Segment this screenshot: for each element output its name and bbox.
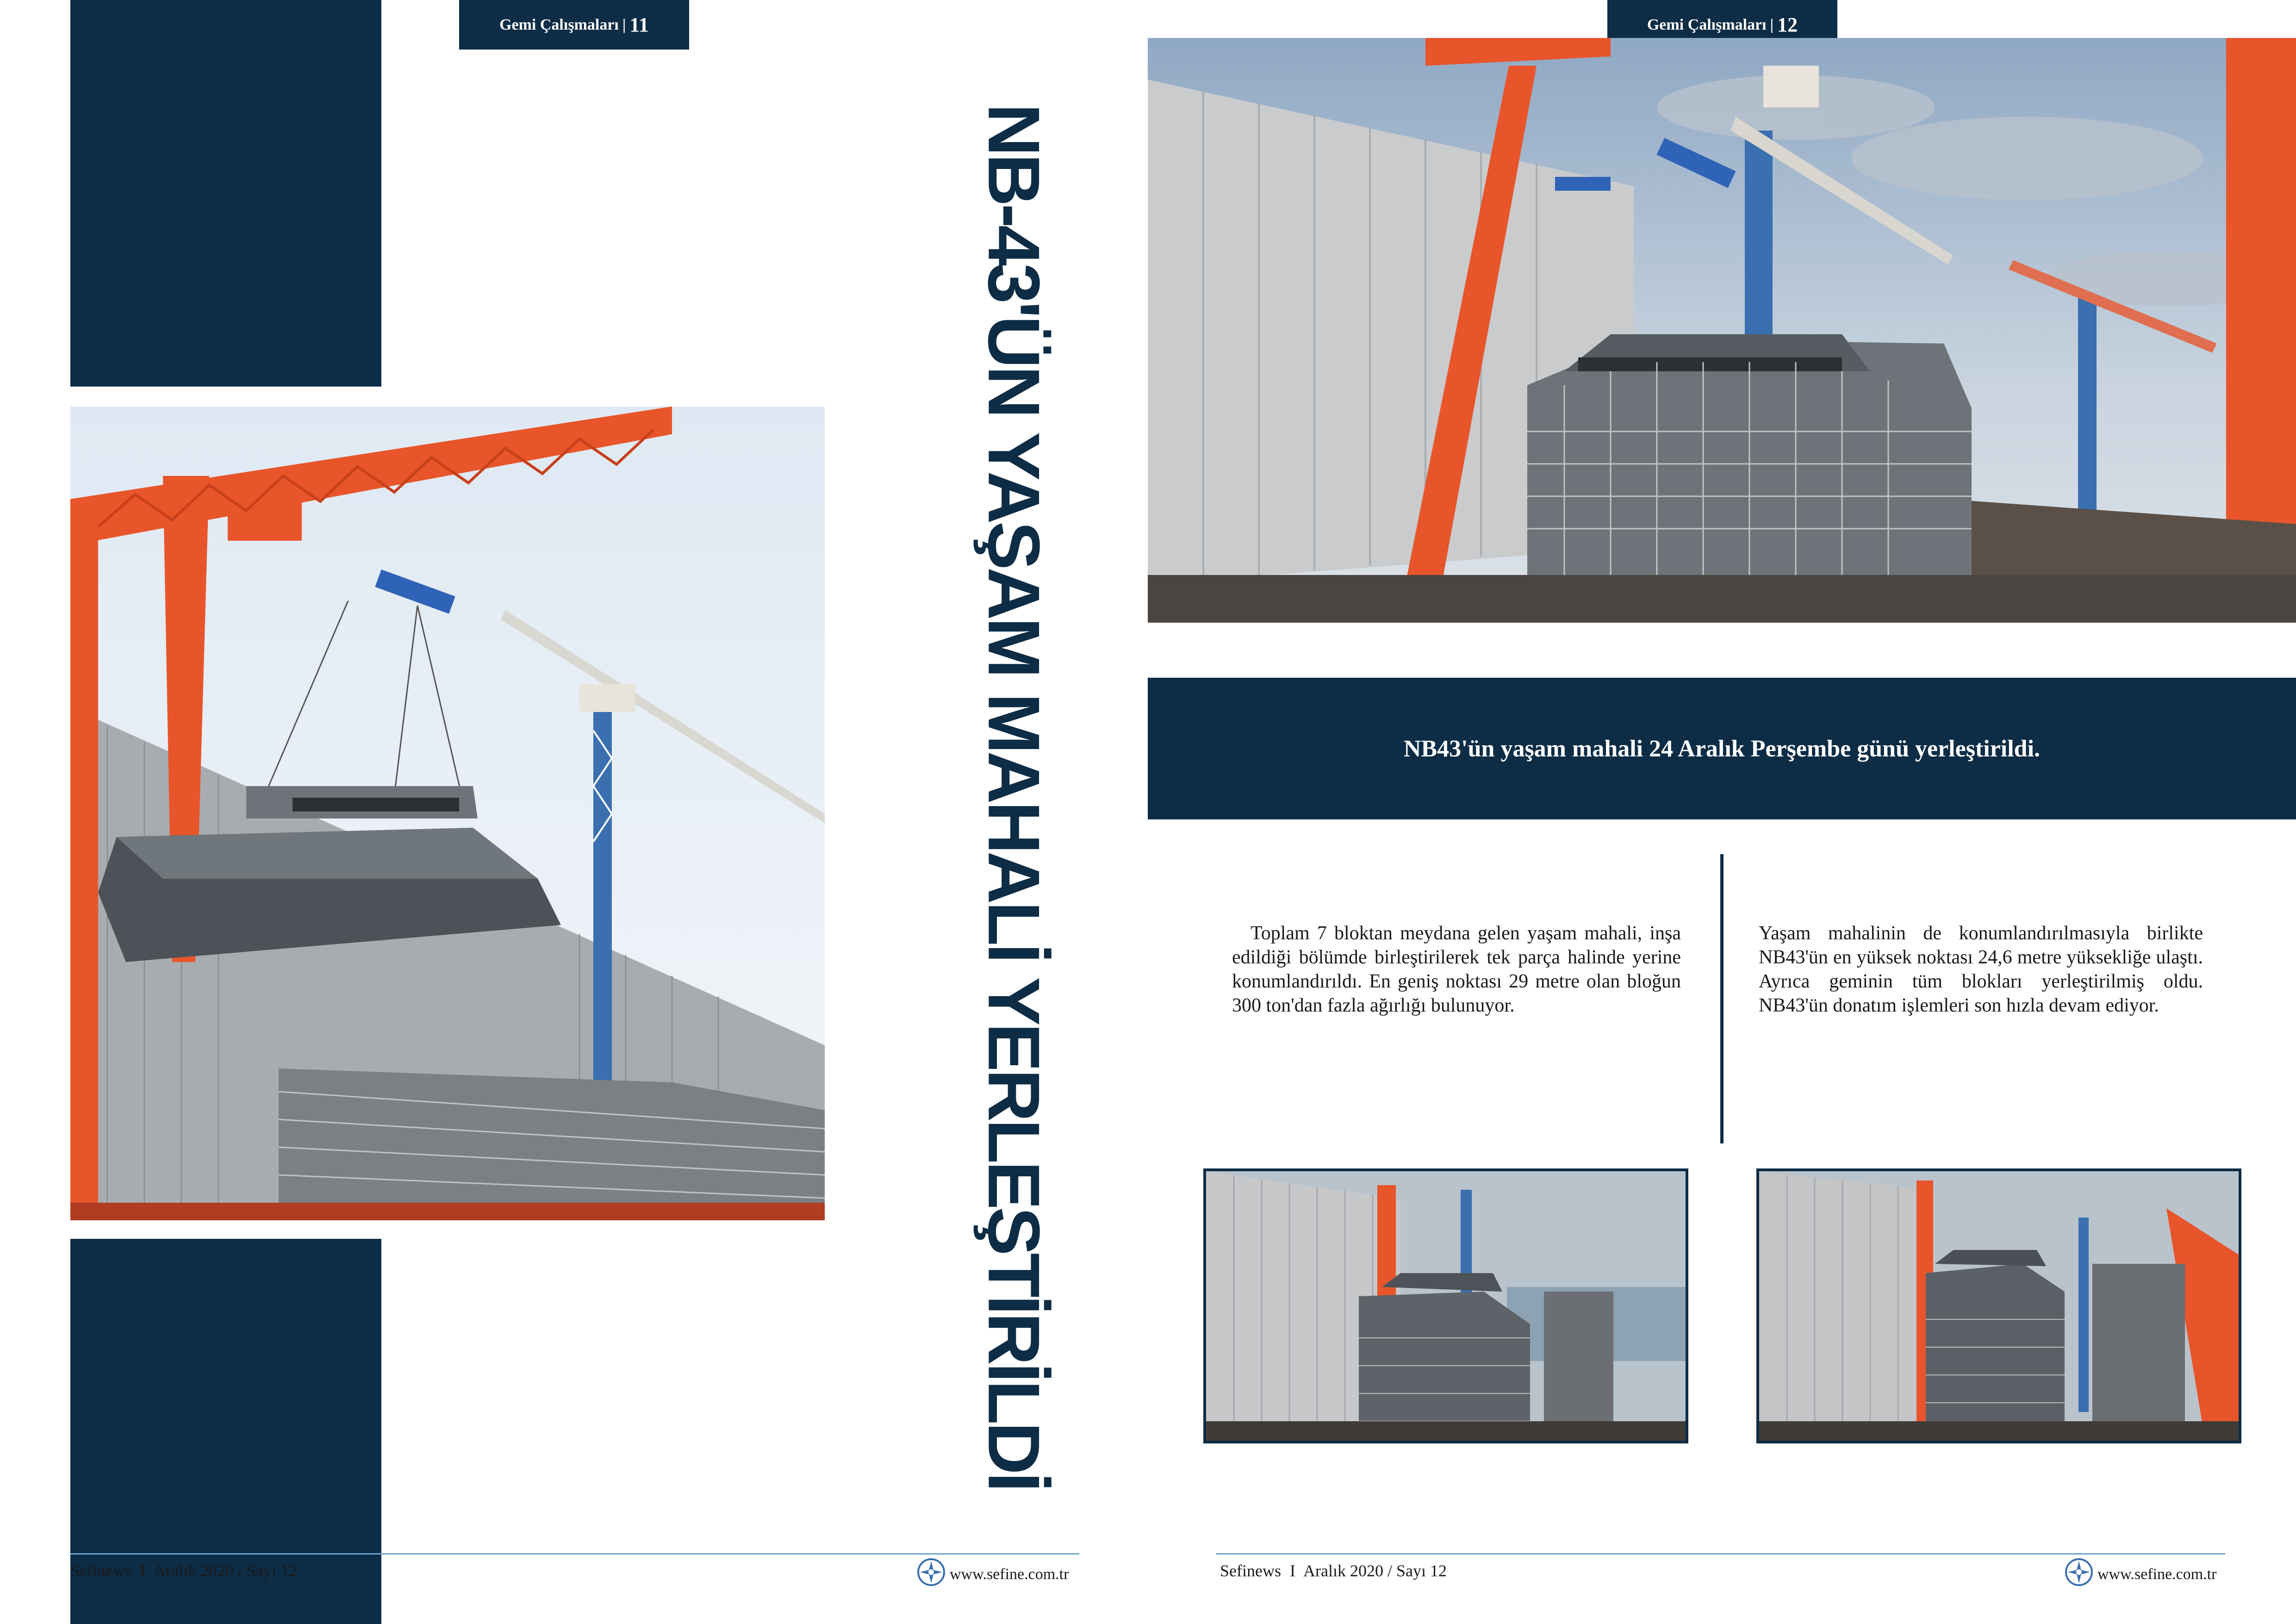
header-separator: | <box>1770 16 1774 33</box>
right-footer-issue <box>1220 1561 1447 1580</box>
header-page-number: 12 <box>1777 13 1798 36</box>
footer-magazine-name: Sefinews <box>70 1562 131 1580</box>
footer-separator: I <box>140 1562 146 1580</box>
footer-separator: I <box>1289 1562 1295 1580</box>
left-top-navy-block <box>70 0 381 387</box>
footer-issue-label: Aralık 2020 / Sayı 12 <box>1303 1562 1447 1580</box>
article-title: NB-43'ÜN YAŞAM MAHALİ YERLEŞTİRİLDİ <box>973 103 1055 1489</box>
sefine-logo-icon <box>916 1557 946 1591</box>
right-footer-rule <box>1216 1553 2225 1555</box>
lifting-photo <box>70 406 825 1220</box>
article-column-right <box>1759 921 2203 1018</box>
footer-issue-label: Aralık 2020 / Sayı 12 <box>154 1562 297 1580</box>
caption-banner <box>1148 678 2296 819</box>
column-left-text: Toplam 7 bloktan meydana gelen yaşam mahali, inşa edildiği bölümde birleştirilerek tek parça halinde yerine konumlandırıldı. En geniş noktası 29 metre olan bloğun 300 ton'dan fazla ağırlığı bulunuyor. <box>1232 923 1681 1016</box>
column-right-text: Yaşam mahalinin de konumlandırılmasıyla birlikte NB43'ün en yüksek noktası 24,6 metre yüksekliğe ulaştı. Ayrıca geminin tüm blokları yerleştirilmiş oldu. NB43'ün donatım işlemleri son hızla devam ediyor. <box>1759 923 2203 1016</box>
left-footer-url[interactable] <box>916 1557 1069 1591</box>
article-title-vertical <box>973 103 1055 1489</box>
sefine-logo-icon <box>2064 1557 2094 1591</box>
right-footer-url[interactable] <box>2064 1557 2216 1591</box>
header-section-label: Gemi Çalışmaları <box>1647 16 1767 33</box>
footer-url-text[interactable]: www.sefine.com.tr <box>950 1565 1069 1583</box>
bottom-left-photo <box>1203 1168 1688 1443</box>
header-page-number: 11 <box>629 13 649 36</box>
top-wide-photo <box>1148 38 2296 623</box>
bottom-right-photo <box>1756 1168 2241 1443</box>
footer-url-text[interactable]: www.sefine.com.tr <box>2097 1565 2217 1583</box>
column-divider <box>1720 854 1724 1143</box>
header-separator: | <box>622 16 626 33</box>
header-section-label: Gemi Çalışmaları <box>499 16 619 33</box>
left-footer-issue <box>70 1561 297 1580</box>
banner-text: NB43'ün yaşam mahali 24 Aralık Perşembe günü yerleştirildi. <box>1403 735 2041 762</box>
left-footer-rule <box>70 1553 1079 1555</box>
article-column-left <box>1232 921 1681 1018</box>
left-header-tab <box>459 0 689 50</box>
footer-magazine-name: Sefinews <box>1220 1562 1281 1580</box>
